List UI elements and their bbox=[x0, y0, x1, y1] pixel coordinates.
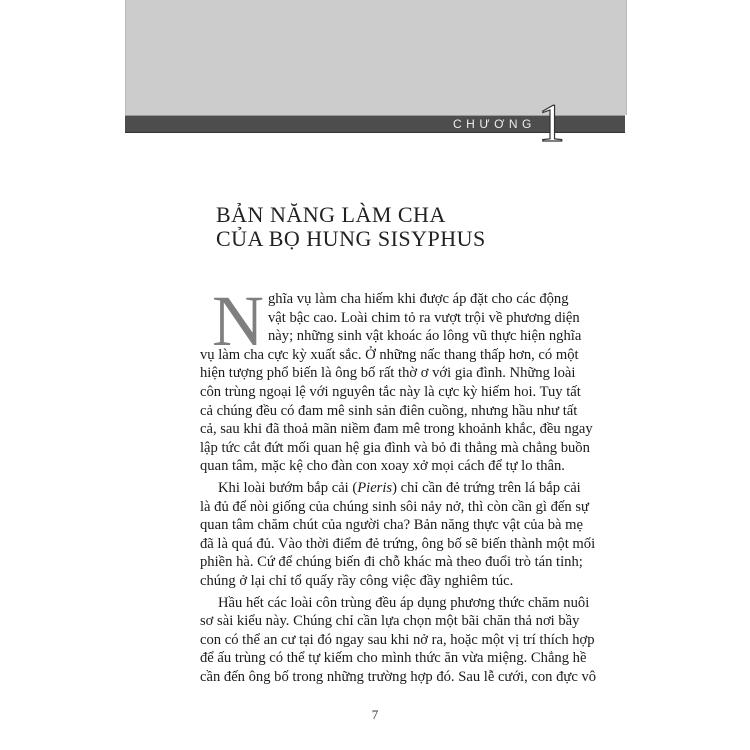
text-line: cần đến ông bố trong những trường hợp đó. Sau lễ cưới, con đực vô bbox=[200, 668, 597, 685]
text-line: lập tức cắt đứt mối quan hệ gia đình và bỏ đi thẳng mà chẳng buồn bbox=[200, 439, 590, 456]
chapter-title-line-2: CỦA BỌ HUNG SISYPHUS bbox=[216, 226, 486, 251]
text-line: ghĩa vụ làm cha hiếm khi được áp đặt cho các động bbox=[268, 291, 569, 307]
drop-cap: N bbox=[212, 281, 264, 361]
chapter-number: 1 bbox=[538, 93, 565, 153]
text-run: Khi loài bướm bắp cải ( bbox=[218, 479, 358, 496]
text-line: đã là quá đủ. Vào thời điểm đẻ trứng, ông bố sẽ biến thành một mối bbox=[200, 535, 596, 552]
text-line: hiện tượng phổ biến là ông bố rất thờ ơ với gia đình. Những loài bbox=[200, 365, 576, 382]
text-line: cả, sau khi đã thoả mãn niềm đam mê trong khoảnh khắc, đều ngay bbox=[200, 421, 593, 438]
text-line: là đủ để nòi giống của chúng sinh sôi nảy nở, thì còn cần gì đến sự bbox=[200, 498, 589, 515]
italic-term: Pieris bbox=[357, 479, 393, 496]
text-line: vật bậc cao. Loài chim tỏ ra vượt trội về phương diện bbox=[268, 309, 580, 326]
page-number: 7 bbox=[371, 707, 379, 722]
chapter-title-line-1: BẢN NĂNG LÀM CHA bbox=[216, 202, 446, 227]
paragraph-2 bbox=[200, 479, 596, 591]
text-line: chúng ở lại chỉ tổ quấy rầy công việc đầy nghiêm túc. bbox=[200, 572, 514, 589]
paragraph-3 bbox=[200, 594, 597, 687]
chapter-title bbox=[216, 203, 486, 251]
paragraph-1 bbox=[200, 281, 593, 476]
text-line: để ấu trùng có thể tự kiếm cho mình thức ăn vừa miệng. Chẳng hề bbox=[200, 650, 587, 667]
text-line bbox=[200, 479, 581, 498]
text-line: vụ làm cha cực kỳ xuất sắc. Ở những nấc thang thấp hơn, có một bbox=[200, 346, 579, 363]
text-line: phiền hà. Cứ để chúng biến đi chỗ khác mà theo đuổi trò tán tỉnh; bbox=[200, 554, 583, 571]
chapter-label: CHƯƠNG bbox=[453, 117, 536, 131]
text-line: con có thể an cư tại đó ngay sau khi nở ra, hoặc một vị trí thích hợp bbox=[200, 631, 595, 648]
text-line: này; những sinh vật khoác áo lông vũ thực hiện nghĩa bbox=[268, 328, 582, 345]
text-line: cả chúng đều có đam mê sinh sản điên cuồng, nhưng hầu như tất bbox=[200, 402, 578, 419]
text-run: ) chỉ cần đẻ trứng trên lá bắp cải bbox=[392, 479, 581, 496]
body-text bbox=[200, 281, 597, 689]
text-line: sơ sài kiểu này. Chúng chỉ cần lựa chọn một bãi chăn thả nơi bầy bbox=[200, 613, 580, 630]
text-line: côn trùng ngoại lệ với nguyên tắc này là cực kỳ hiếm hoi. Tuy tất bbox=[200, 383, 581, 400]
text-line: quan tâm, mặc kệ cho đàn con xoay xở mọi cách để tự lo thân. bbox=[200, 458, 565, 475]
text-line: Hầu hết các loài côn trùng đều áp dụng phương thức chăm nuôi bbox=[218, 594, 590, 611]
text-line: quan tâm chăm chút của người cha? Bản năng thực vật của bà mẹ bbox=[200, 517, 583, 534]
